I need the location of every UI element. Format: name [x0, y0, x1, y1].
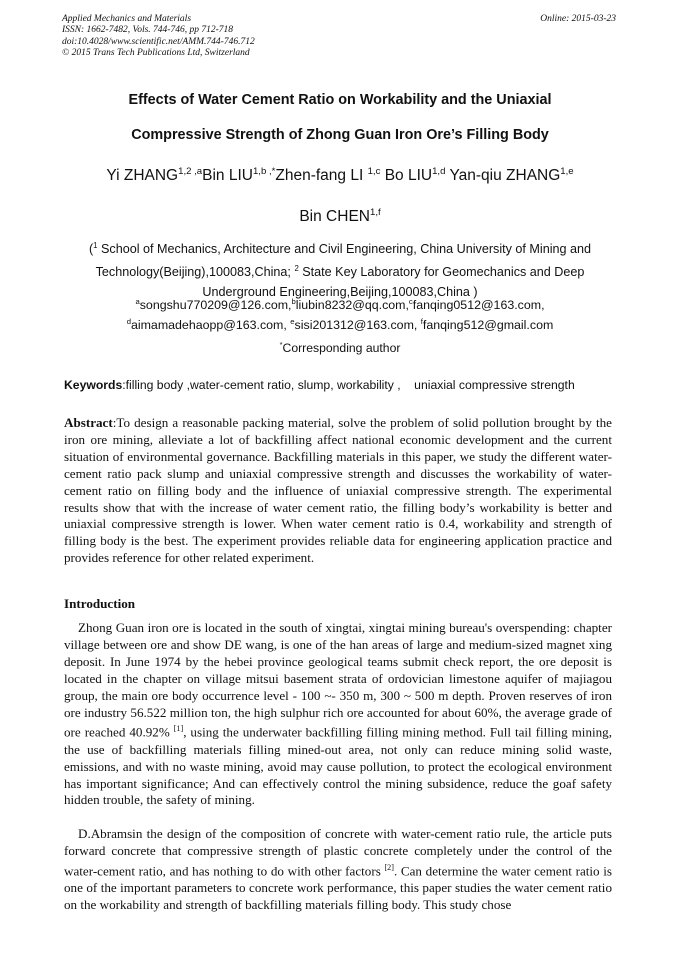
- email-address[interactable]: fanqing0512@163.com,: [412, 298, 545, 313]
- abstract: [64, 415, 612, 567]
- author-affil-sup: 1,c: [367, 166, 381, 177]
- email-line-1: $^a$songshu770209@126.com,$^b$liubin8232@qq.com,$^c$fanqing0512@163.com,: [135, 297, 545, 313]
- keywords-text: :filling body ,water-cement ratio, slump, workability , uniaxial compressive strength: [122, 378, 575, 392]
- author-affil-sup: 1,e: [560, 166, 574, 177]
- section-heading-introduction: Introduction: [64, 596, 136, 611]
- keywords: [64, 378, 616, 392]
- email-address[interactable]: sisi201312@163.com,: [294, 318, 421, 333]
- online-date: Online: 2015-03-23: [540, 14, 616, 24]
- email-address[interactable]: fanqing512@gmail.com: [422, 318, 554, 333]
- affiliations: ($^1$ School of Mechanics, Architecture and Civil Engineering, China University of Mining and Technology(Beijing),100083,China; $^2$ State Key Laboratory for Geomechanics and Deep Underground Engineering,Beijing,100083,China ): [88, 241, 592, 300]
- author-list: [62, 166, 618, 185]
- paper-title-line-2: Compressive Strength of Zhong Guan Iron Ore’s Filling Body: [131, 127, 549, 143]
- copyright-line: © 2015 Trans Tech Publications Ltd, Switzerland: [62, 48, 250, 59]
- email-address[interactable]: aimamadehaopp@163.com,: [130, 318, 291, 333]
- author-affil-sup: 1,b ,*: [252, 166, 276, 177]
- author-affil-sup: 1,2 ,a: [178, 166, 203, 177]
- issn-line: ISSN: 1662-7482, Vols. 744-746, pp 712-718: [62, 25, 233, 36]
- citation-2[interactable]: [2]: [384, 862, 394, 872]
- author-list-line-2: [62, 207, 618, 226]
- author-name: Bin LIU: [202, 167, 253, 185]
- email-line-2: $^d$aimamadehaopp@163.com, $^e$sisi201312@163.com, $^f$fanqing512@gmail.com: [126, 317, 554, 333]
- author-affil-sup: 1,d: [432, 166, 446, 177]
- author-name: Bin CHEN: [299, 208, 370, 226]
- email-address[interactable]: liubin8232@qq.com,: [295, 298, 409, 313]
- affiliation-2: State Key Laboratory for Geomechanics and Deep Underground Engineering,Beijing,100083,China ): [202, 265, 585, 300]
- author-name: Yi ZHANG: [106, 167, 179, 185]
- author-name: Zhen-fang LI: [275, 167, 368, 185]
- author-name: Yan-qiu ZHANG: [445, 167, 561, 185]
- email-address[interactable]: songshu770209@126.com,: [139, 298, 292, 313]
- affiliation-1: School of Mechanics, Architecture and Civil Engineering, China University of Mining and Technology(Beijing),100083,China;: [95, 242, 592, 280]
- author-name: Bo LIU: [380, 167, 433, 185]
- doi-line: doi:10.4028/www.scientific.net/AMM.744-746.712: [62, 36, 255, 47]
- author-affil-sup: 1,f: [369, 207, 381, 218]
- corresponding-author-note: *Corresponding author: [279, 340, 401, 356]
- abstract-label: Abstract: [64, 415, 113, 430]
- journal-name: Applied Mechanics and Materials: [62, 14, 192, 24]
- intro-paragraph-2: D.Abramsin the design of the composition of concrete with water-cement ratio rule, the article puts forward concrete that compressive strength of plastic concrete completely under the control of the water-cement ratio, and has nothing to do with other factors [2]. Can determine the water cement ratio is one of the important parameters to concrete work performance, this paper studies the water cement ratio on the workability and strength of backfilling materials filling body. This study chose: [64, 826, 612, 912]
- journal-header: [62, 14, 618, 60]
- citation-1[interactable]: [1]: [173, 724, 184, 734]
- intro-paragraph-1: Zhong Guan iron ore is located in the south of xingtai, xingtai mining bureau's overspending: chapter village between ore and show DE wang, is one of the han areas of large and medium-sized magnet xing deposit. In June 1974 by the hebei province geological teams submit check report, the ore deposit is located in the chapter on village mitsui basement strata of ordovician limestone aquifer of majiagou group, the main ore body occurrence level - 100 ~- 350 m, 300 ~ 500 m depth. Proven reserves of iron ore industry 56.522 million ton, the high sulphur rich ore accounted for about 60%, the average grade of ore reached 40.92% [1], using the underwater backfilling filling mining method. Full tail filling mining, the use of backfilling materials filling mined-out area, not only can reduce mining solid waste, emissions, and with no waste mining, avoid may cause pollution, to protect the ecological environment has important significance; And can effectively control the mining subsidence, reduce the goaf safety hidden trouble, the safety of mining.: [64, 620, 613, 808]
- keywords-label: Keywords: [64, 378, 123, 392]
- abstract-text: :To design a reasonable packing material, solve the problem of solid pollution brought by the iron ore mining, alleviate a lot of backfilling affect national economic development and the current situation of environmental governance. Backfilling materials in this paper, we study the different water-cement ratio pack slump and uniaxial compressive strength and discusses the workability of water-cement ratio on filling body and the influence of uniaxial compressive strength. The experimental results show that with the increase of water cement ratio, the filling body’s workability is better and uniaxial compressive strength is lower. When water cement ratio is 0.4, workability and strength of filling body is the best. The experiment provides reliable data for engineering application practice and provides reference for other related experiment.: [64, 415, 612, 566]
- paper-title-line-1: Effects of Water Cement Ratio on Workability and the Uniaxial: [128, 92, 552, 108]
